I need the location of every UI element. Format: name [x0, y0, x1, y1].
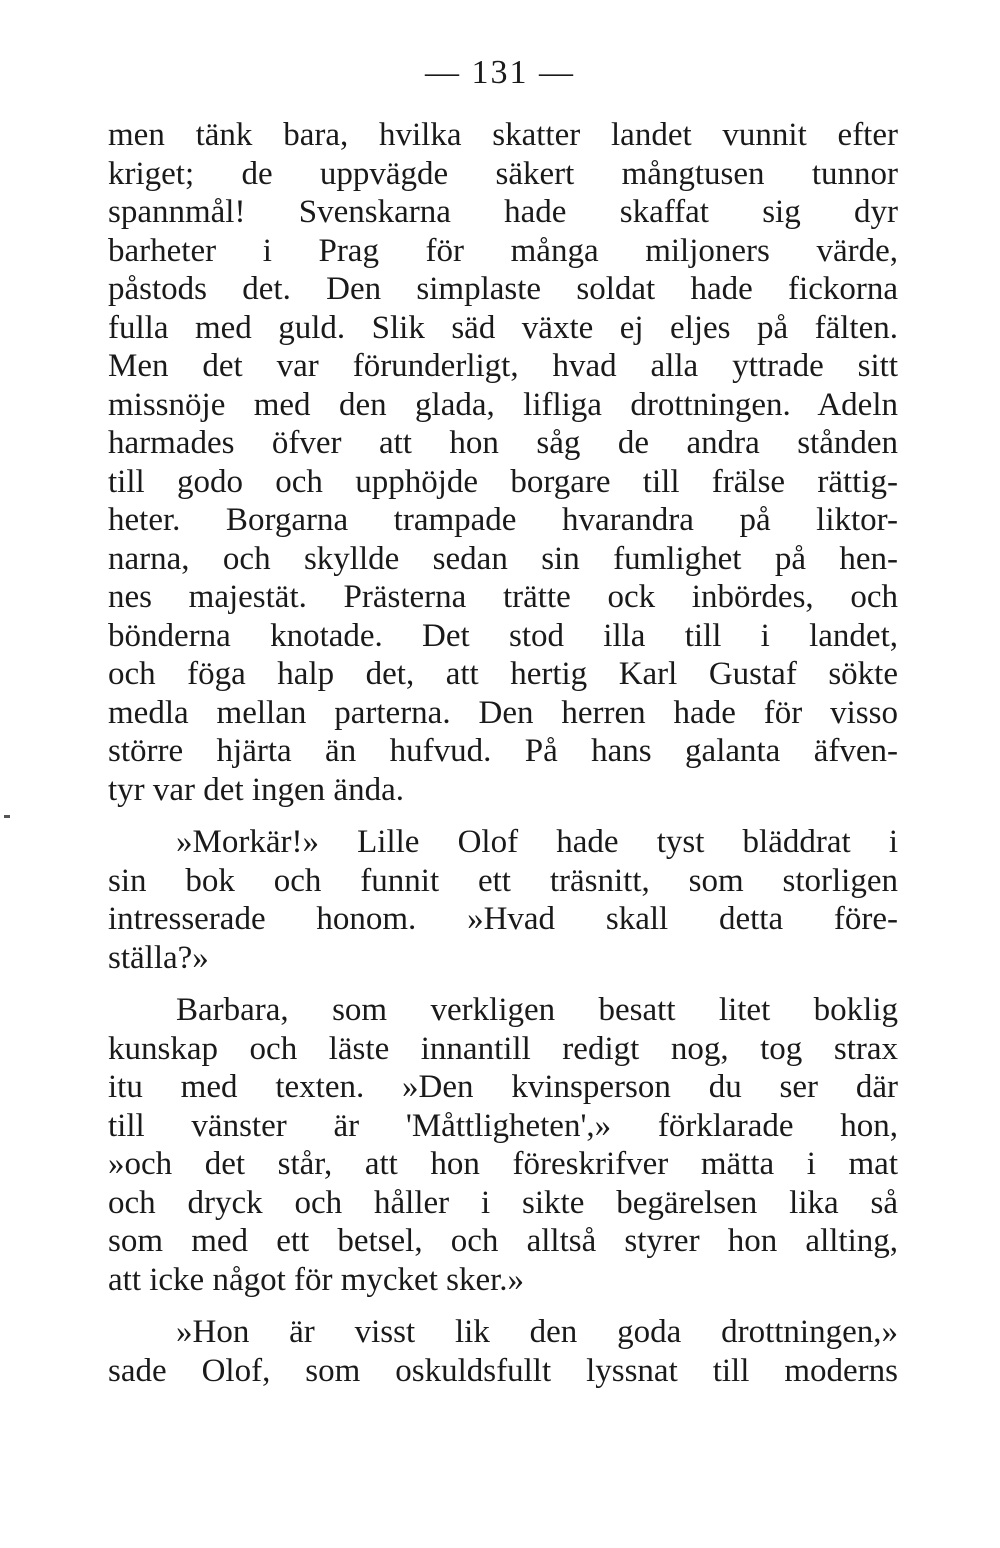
page-number: — 131 —	[425, 54, 575, 91]
text-line: narna, och skyllde sedan sin fumlighet på hen-	[108, 540, 898, 577]
text-line: nes majestät. Prästerna trätte ock inbördes, och	[108, 579, 898, 615]
text-line: itu med texten. »Den kvinsperson du ser där	[108, 1069, 898, 1105]
paragraph	[108, 1313, 898, 1390]
text-line: »Hon är visst lik den goda drottningen,»	[176, 1314, 898, 1350]
text-line: Barbara, som verkligen besatt litet boklig	[176, 992, 898, 1028]
text-line: medla mellan parterna. Den herren hade för visso	[108, 694, 898, 731]
text-line: kriget; de uppvägde säkert mångtusen tunnor	[108, 155, 898, 192]
text-line: större hjärta än hufvud. På hans galanta äfven-	[108, 733, 898, 769]
text-line: som med ett betsel, och alltså styrer hon allting,	[108, 1223, 898, 1259]
text-line: »och det står, att hon föreskrifver mätta i mat	[108, 1146, 898, 1182]
text-line: påstods det. Den simplaste soldat hade fickorna	[108, 271, 898, 307]
text-line: bönderna knotade. Det stod illa till i landet,	[108, 617, 898, 654]
text-line: till godo och upphöjde borgare till frälse rättig-	[108, 463, 898, 500]
text-line: »Morkär!» Lille Olof hade tyst bläddrat i	[176, 824, 898, 860]
paragraph	[108, 116, 898, 809]
text-line: barheter i Prag för många miljoners värde,	[108, 232, 898, 269]
text-line: och föga halp det, att hertig Karl Gustaf sökte	[108, 656, 898, 692]
margin-mark	[4, 815, 10, 818]
text-line: men tänk bara, hvilka skatter landet vunnit efter	[108, 117, 898, 153]
paragraph-gap	[108, 809, 898, 823]
text-line: och dryck och håller i sikte begärelsen lika så	[108, 1184, 898, 1221]
text-line: fulla med guld. Slik säd växte ej eljes på fälten.	[108, 309, 898, 346]
text-line: sade Olof, som oskuldsfullt lyssnat till moderns	[108, 1352, 898, 1389]
text-line: missnöje med den glada, lifliga drottningen. Adeln	[108, 386, 898, 423]
text-line: tyr var det ingen ända.	[108, 771, 404, 808]
text-line: att icke något för mycket sker.»	[108, 1261, 525, 1298]
text-line: heter. Borgarna trampade hvarandra på liktor-	[108, 502, 898, 538]
body-text	[108, 116, 898, 1390]
text-line: intresserade honom. »Hvad skall detta före-	[108, 901, 898, 937]
text-line: Men det var förunderligt, hvad alla yttrade sitt	[108, 348, 898, 384]
text-line: sin bok och funnit ett träsnitt, som storligen	[108, 862, 898, 899]
text-line: ställa?»	[108, 939, 209, 976]
paragraph	[108, 823, 898, 977]
text-line: spannmål! Svenskarna hade skaffat sig dyr	[108, 194, 898, 230]
text-line: harmades öfver att hon såg de andra stånden	[108, 425, 898, 461]
paragraph-gap	[108, 977, 898, 991]
paragraph	[108, 991, 898, 1299]
text-line: kunskap och läste innantill redigt nog, tog strax	[108, 1030, 898, 1067]
text-line: till vänster är 'Måttligheten',» förklarade hon,	[108, 1107, 898, 1144]
paragraph-gap	[108, 1299, 898, 1313]
